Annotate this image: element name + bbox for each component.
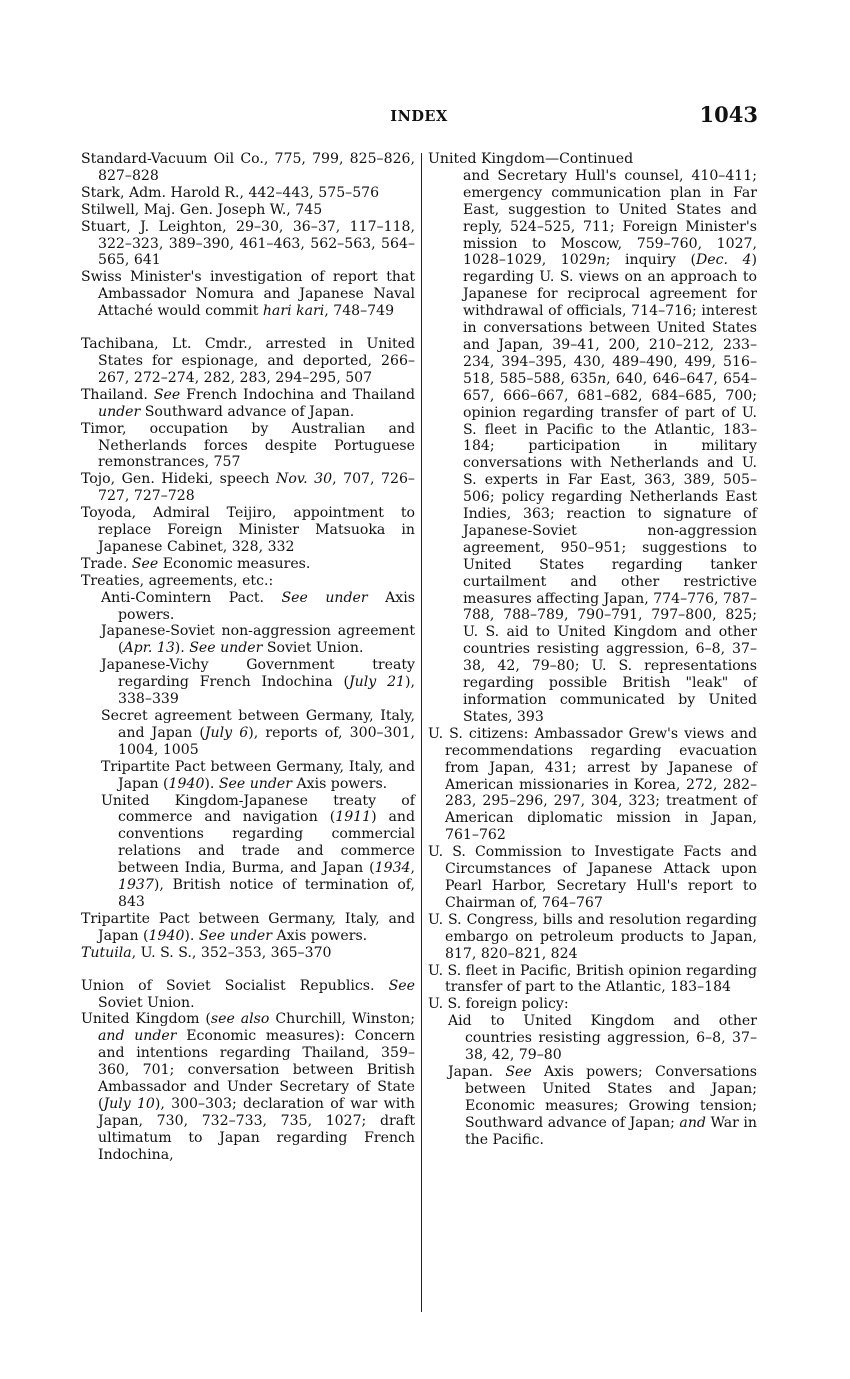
index-entry: Japanese-Vichy Government treaty regarding French Indochina (July 21), 338–339	[101, 657, 415, 708]
index-entry: U. S. Commission to Investigate Facts and Circumstances of Japanese Attack upon Pearl Harbor, Secretary Hull's report to Chairman of, 764–767	[428, 844, 757, 911]
index-entry: Swiss Minister's investigation of report that Ambassador Nomura and Japanese Naval Attaché would commit hari kari, 748–749	[81, 269, 415, 320]
right-column	[428, 151, 757, 1148]
page-number: 1043	[699, 102, 758, 127]
index-entry: Stark, Adm. Harold R., 442–443, 575–576	[81, 184, 380, 201]
index-entry: Thailand. See French Indochina and Thailand under Southward advance of Japan.	[81, 386, 415, 420]
index-entry: Trade. See Economic measures.	[81, 555, 311, 572]
index-entry: United Kingdom-Japanese treaty of commerce and navigation (1911) and conventions regarding commercial relations and trade and commerce between India, Burma, and Japan (1934, 1937), British notice of termination of, 843	[101, 792, 416, 910]
index-entry: Toyoda, Admiral Teijiro, appointment to replace Foreign Minister Matsuoka in Japanese Cabinet, 328, 332	[81, 505, 415, 555]
index-entry: U. S. foreign policy:	[428, 996, 569, 1013]
index-entry: Stilwell, Maj. Gen. Joseph W., 745	[81, 201, 323, 218]
left-column	[81, 151, 415, 1164]
index-entry: Aid to United Kingdom and other countries resisting aggression, 6–8, 37–38, 42, 79–80	[448, 1013, 757, 1064]
index-entry: Japanese-Soviet non-aggression agreement (Apr. 13). See under Soviet Union.	[101, 623, 415, 657]
index-entry: Standard-Vacuum Oil Co., 775, 799, 825–826, 827–828	[81, 151, 415, 184]
index-entry: Timor, occupation by Australian and Netherlands forces despite Portuguese remonstrances, 757	[81, 420, 415, 471]
index-entry: Tutuila, U. S. S., 352–353, 365–370	[81, 944, 332, 961]
index-entry: Japan. See Axis powers; Conversations between United States and Japan; Economic measures; Growing tension; Southward advance of Japan; and War in the Pacific.	[448, 1063, 757, 1148]
index-entry: Tripartite Pact between Germany, Italy, and Japan (1940). See under Axis powers.	[81, 910, 415, 944]
index-entry: Tachibana, Lt. Cmdr., arrested in United States for espionage, and deported, 266–267, 272–274, 282, 283, 294–295, 507	[81, 336, 415, 386]
index-entry: U. S. Congress, bills and resolution regarding embargo on petroleum products to Japan, 817, 820–821, 824	[428, 911, 757, 962]
index-entry: and Secretary Hull's counsel, 410–411; emergency communication plan in Far East, suggestion to United States and reply, 524–525, 711; Foreign Minister's mission to Moscow, 759–760, 1027, 1028–1029, 1029n; inquiry (Dec. 4) regarding U. S. views on an approach to Japanese for reciprocal agreement for withdrawal of officials, 714–716; interest in conversations between United States and Japan, 39–41, 200, 210–212, 233–234, 394–395, 430, 489–490, 499, 516–518, 585–588, 635n, 640, 646–647, 654–657, 666–667, 681–682, 684–685, 700; opinion regarding transfer of part of U. S. fleet in Pacific to the Atlantic, 183–184; participation in military conversations with Netherlands and U. S. experts in Far East, 363, 389, 505–506; policy regarding Netherlands East Indies, 363; reaction to signature of Japanese-Soviet non-aggression agreement, 950–951; suggestions to United States regarding tanker curtailment and other restrictive measures affecting Japan, 774–776, 787–788, 788–789, 790–791, 797–800, 825; U. S. aid to United Kingdom and other countries resisting aggression, 6–8, 37–38, 42, 79–80; U. S. representations regarding possible British "leak" of information communicated by United States, 393	[463, 167, 757, 725]
index-entry: Union of Soviet Socialist Republics. See Soviet Union.	[81, 977, 415, 1011]
index-entry: Stuart, J. Leighton, 29–30, 36–37, 117–118, 322–323, 389–390, 461–463, 562–563, 564–565, 641	[81, 218, 415, 269]
column-divider	[421, 153, 422, 1312]
index-entry: U. S. citizens: Ambassador Grew's views and recommendations regarding evacuation from Japan, 431; arrest by Japanese of American missionaries in Korea, 272, 282–283, 295–296, 297, 304, 323; treatment of American diplomatic mission in Japan, 761–762	[428, 725, 757, 844]
index-entry: Tripartite Pact between Germany, Italy, and Japan (1940). See under Axis powers.	[101, 758, 415, 792]
index-entry: Treaties, agreements, etc.:	[81, 572, 274, 589]
index-entry: Tojo, Gen. Hideki, speech Nov. 30, 707, 726–727, 727–728	[81, 471, 415, 505]
index-entry: Anti-Comintern Pact. See under Axis powers.	[101, 589, 415, 623]
page-title: INDEX	[390, 108, 448, 125]
index-entry: United Kingdom (see also Churchill, Winston; and under Economic measures): Concern and intentions regarding Thailand, 359–360, 701; conversation between British Ambassador and Under Secretary of State (July 10), 300–303; declaration of war with Japan, 730, 732–733, 735, 1027; draft ultimatum to Japan regarding French Indochina,	[81, 1011, 415, 1163]
page-header	[80, 104, 758, 134]
index-entry: U. S. fleet in Pacific, British opinion regarding transfer of part to the Atlantic, 183–184	[428, 962, 757, 996]
index-entry: United Kingdom—Continued	[428, 151, 634, 167]
index-entry: Secret agreement between Germany, Italy, and Japan (July 6), reports of, 300–301, 1004, 1005	[101, 708, 415, 758]
